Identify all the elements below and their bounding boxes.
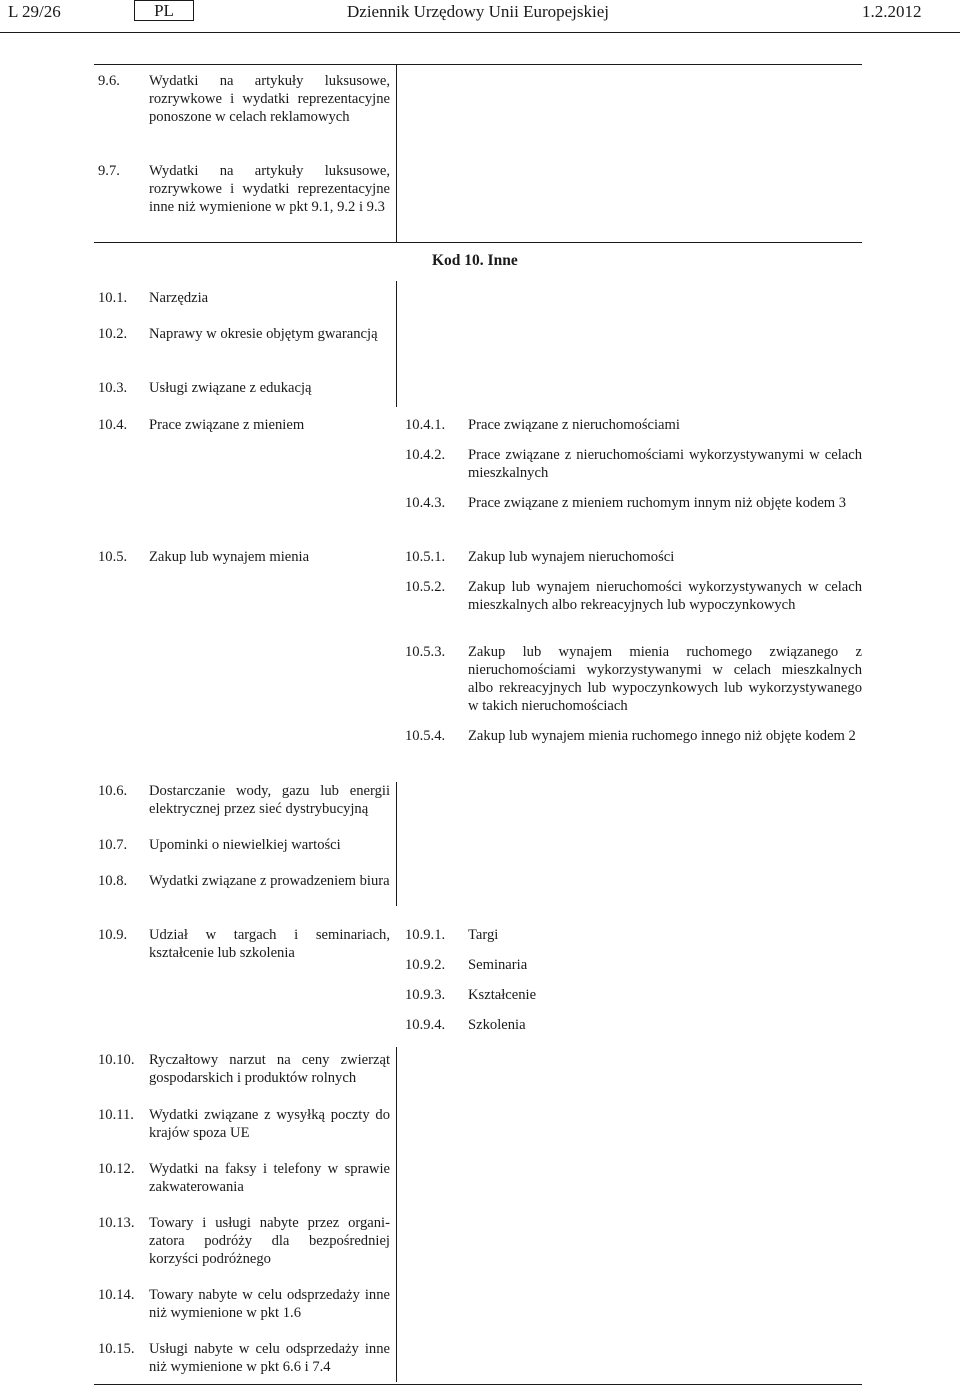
language-badge: PL xyxy=(134,0,194,21)
item-number: 10.11. xyxy=(98,1107,134,1123)
subitem-text: Targi xyxy=(468,927,499,943)
section-title: Kod 10. Inne xyxy=(432,252,518,269)
item-text: Usługi związane z edukacją xyxy=(149,380,312,396)
subitem-text: Zakup lub wynajem mienia ruchomego innego niż objęte kodem 2 xyxy=(468,728,856,744)
subitem-number: 10.5.3. xyxy=(405,644,446,660)
subitem-number: 10.9.2. xyxy=(405,957,446,973)
column-divider xyxy=(396,782,397,906)
subitem-number: 10.4.2. xyxy=(405,447,446,463)
subitem-number: 10.9.3. xyxy=(405,987,446,1003)
item-number: 9.7. xyxy=(98,163,120,179)
subitem-text: Szkolenia xyxy=(468,1017,526,1033)
table-bottom-rule xyxy=(94,1384,862,1385)
subitem-number: 10.4.1. xyxy=(405,417,446,433)
subitem-text: Prace związane z mieniem ruchomym innym niż objęte kodem 3 xyxy=(468,495,847,511)
item-text: Narzędzia xyxy=(149,290,209,306)
section-rule xyxy=(94,242,862,243)
item-number: 10.15. xyxy=(98,1341,135,1357)
journal-title: Dziennik Urzędowy Unii Europejskiej xyxy=(347,2,610,21)
item-text: Wydatki na artykuły luksusowe, rozrywkowe i wydatki reprezentacyjne ponoszone w celach reklamowych xyxy=(149,73,390,125)
subitem-text: Prace związane z nieruchomościami wykorzystywanymi w celach mieszkalnych xyxy=(468,447,862,481)
item-text: Udział w targach i seminariach, kształcenie lub szkolenia xyxy=(149,927,390,961)
subitem-number: 10.5.2. xyxy=(405,579,446,595)
item-number: 10.9. xyxy=(98,927,128,943)
item-number: 10.14. xyxy=(98,1287,135,1303)
item-number: 10.7. xyxy=(98,837,128,853)
item-text: Towary nabyte w celu odsprzedaży inne niż wymienione w pkt 1.6 xyxy=(149,1287,390,1321)
subitem-number: 10.5.1. xyxy=(405,549,446,565)
publication-date: 1.2.2012 xyxy=(862,2,922,21)
item-number: 10.1. xyxy=(98,290,128,306)
item-number: 9.6. xyxy=(98,73,120,89)
column-divider xyxy=(396,64,397,242)
subitem-text: Prace związane z nieruchomościami xyxy=(468,417,680,433)
subitem-text: Zakup lub wynajem nieruchomości wykorzystywanych w celach mieszkalnych albo rekreacyjnych lub wypoczynkowych xyxy=(468,579,862,613)
subitem-number: 10.5.4. xyxy=(405,728,446,744)
item-number: 10.12. xyxy=(98,1161,135,1177)
page-reference: L 29/26 xyxy=(8,2,61,21)
subitem-number: 10.4.3. xyxy=(405,495,446,511)
item-number: 10.3. xyxy=(98,380,128,396)
subitem-text: Kształcenie xyxy=(468,987,537,1003)
subitem-text: Zakup lub wynajem mienia ruchomego związanego z nieruchomościami wykorzystywanymi w celach mieszkalnych albo rekreacyjnych lub wypoczynkowych lub wykorzystywanego w takich nieruchomościach xyxy=(468,644,862,714)
subitem-number: 10.9.4. xyxy=(405,1017,446,1033)
item-number: 10.2. xyxy=(98,326,128,342)
header-rule xyxy=(0,32,960,33)
item-number: 10.6. xyxy=(98,783,128,799)
subitem-text: Zakup lub wynajem nieruchomości xyxy=(468,549,675,565)
item-number: 10.8. xyxy=(98,873,128,889)
item-text: Zakup lub wynajem mienia xyxy=(149,549,310,565)
item-text: Dostarczanie wody, gazu lub energii elektrycznej przez sieć dystrybucyjną xyxy=(149,783,390,817)
item-text: Upominki o niewielkiej wartości xyxy=(149,837,341,853)
item-number: 10.4. xyxy=(98,417,128,433)
item-number: 10.10. xyxy=(98,1052,135,1068)
item-text: Wydatki związane z wysyłką poczty do krajów spoza UE xyxy=(149,1107,390,1141)
item-text: Ryczałtowy narzut na ceny zwierząt gospodarskich i produktów rolnych xyxy=(149,1052,390,1086)
subitem-number: 10.9.1. xyxy=(405,927,446,943)
item-text: Naprawy w okresie objętym gwarancją xyxy=(149,326,378,342)
column-divider xyxy=(396,281,397,407)
item-text: Wydatki związane z prowadzeniem biura xyxy=(149,873,390,889)
item-text: Towary i usługi nabyte przez organizatora podróży dla bezpośredniej korzyści podróżnego xyxy=(149,1215,390,1267)
item-text: Wydatki na artykuły luksusowe, rozrywkowe i wydatki reprezentacyjne inne niż wymienione w pkt 9.1, 9.2 i 9.3 xyxy=(149,163,390,215)
column-divider xyxy=(396,1047,397,1382)
table-top-rule xyxy=(94,64,862,65)
item-text: Prace związane z mieniem xyxy=(149,417,305,433)
item-text: Usługi nabyte w celu odsprzedaży inne niż wymienione w pkt 6.6 i 7.4 xyxy=(149,1341,390,1375)
item-number: 10.5. xyxy=(98,549,128,565)
subitem-text: Seminaria xyxy=(468,957,528,973)
item-number: 10.13. xyxy=(98,1215,135,1231)
item-text: Wydatki na faksy i telefony w sprawie zakwaterowania xyxy=(149,1161,390,1195)
